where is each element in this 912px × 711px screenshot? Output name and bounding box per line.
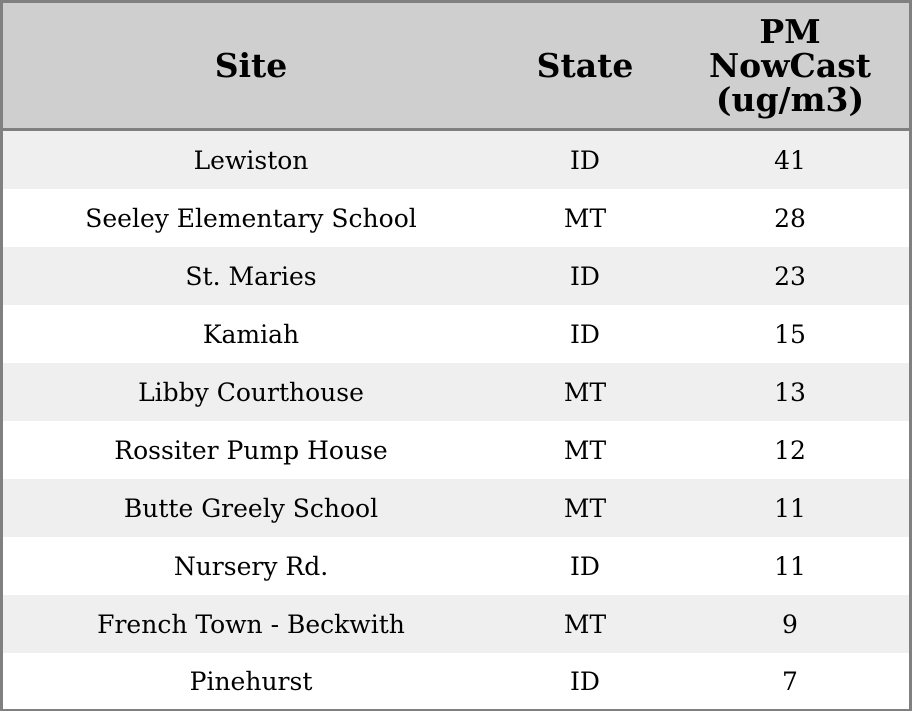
table-row xyxy=(3,479,909,537)
table-row xyxy=(3,537,909,595)
pm-value-cell: 41 xyxy=(671,130,909,190)
table-row xyxy=(3,653,909,709)
table-body xyxy=(3,130,909,710)
column-header-pm-nowcast xyxy=(671,3,909,130)
column-header-site-line: Site xyxy=(214,45,288,85)
column-header-site xyxy=(3,3,499,130)
table-row xyxy=(3,189,909,247)
site-cell: Kamiah xyxy=(3,305,499,363)
table-row xyxy=(3,421,909,479)
column-header-pm-line-2: NowCast xyxy=(708,45,872,85)
pm-value-cell: 28 xyxy=(671,189,909,247)
site-cell: Butte Greely School xyxy=(3,479,499,537)
site-cell: Seeley Elementary School xyxy=(3,189,499,247)
header-row xyxy=(3,3,909,130)
site-cell: French Town - Beckwith xyxy=(3,595,499,653)
pm-value-cell: 15 xyxy=(671,305,909,363)
state-cell: ID xyxy=(499,130,671,190)
state-cell: MT xyxy=(499,189,671,247)
table-row xyxy=(3,363,909,421)
state-cell: ID xyxy=(499,247,671,305)
pm-value-cell: 13 xyxy=(671,363,909,421)
column-header-state-line: State xyxy=(536,45,634,85)
site-cell: St. Maries xyxy=(3,247,499,305)
column-header-pm-line-1: PM xyxy=(759,11,821,51)
pm-value-cell: 12 xyxy=(671,421,909,479)
state-cell: ID xyxy=(499,653,671,709)
site-cell: Rossiter Pump House xyxy=(3,421,499,479)
column-header-pm-line-3: (ug/m3) xyxy=(715,79,865,119)
site-cell: Libby Courthouse xyxy=(3,363,499,421)
table-row xyxy=(3,595,909,653)
site-cell: Pinehurst xyxy=(3,653,499,709)
pm-value-cell: 7 xyxy=(671,653,909,709)
pm-value-cell: 11 xyxy=(671,537,909,595)
table-row xyxy=(3,247,909,305)
state-cell: MT xyxy=(499,421,671,479)
pm-value-cell: 11 xyxy=(671,479,909,537)
table-row xyxy=(3,305,909,363)
site-cell: Nursery Rd. xyxy=(3,537,499,595)
pm-nowcast-table xyxy=(3,3,909,709)
state-cell: ID xyxy=(499,537,671,595)
column-header-state xyxy=(499,3,671,130)
site-cell: Lewiston xyxy=(3,130,499,190)
pm-value-cell: 23 xyxy=(671,247,909,305)
pm-value-cell: 9 xyxy=(671,595,909,653)
table-row xyxy=(3,130,909,190)
state-cell: MT xyxy=(499,363,671,421)
state-cell: ID xyxy=(499,305,671,363)
state-cell: MT xyxy=(499,479,671,537)
table-header xyxy=(3,3,909,130)
state-cell: MT xyxy=(499,595,671,653)
